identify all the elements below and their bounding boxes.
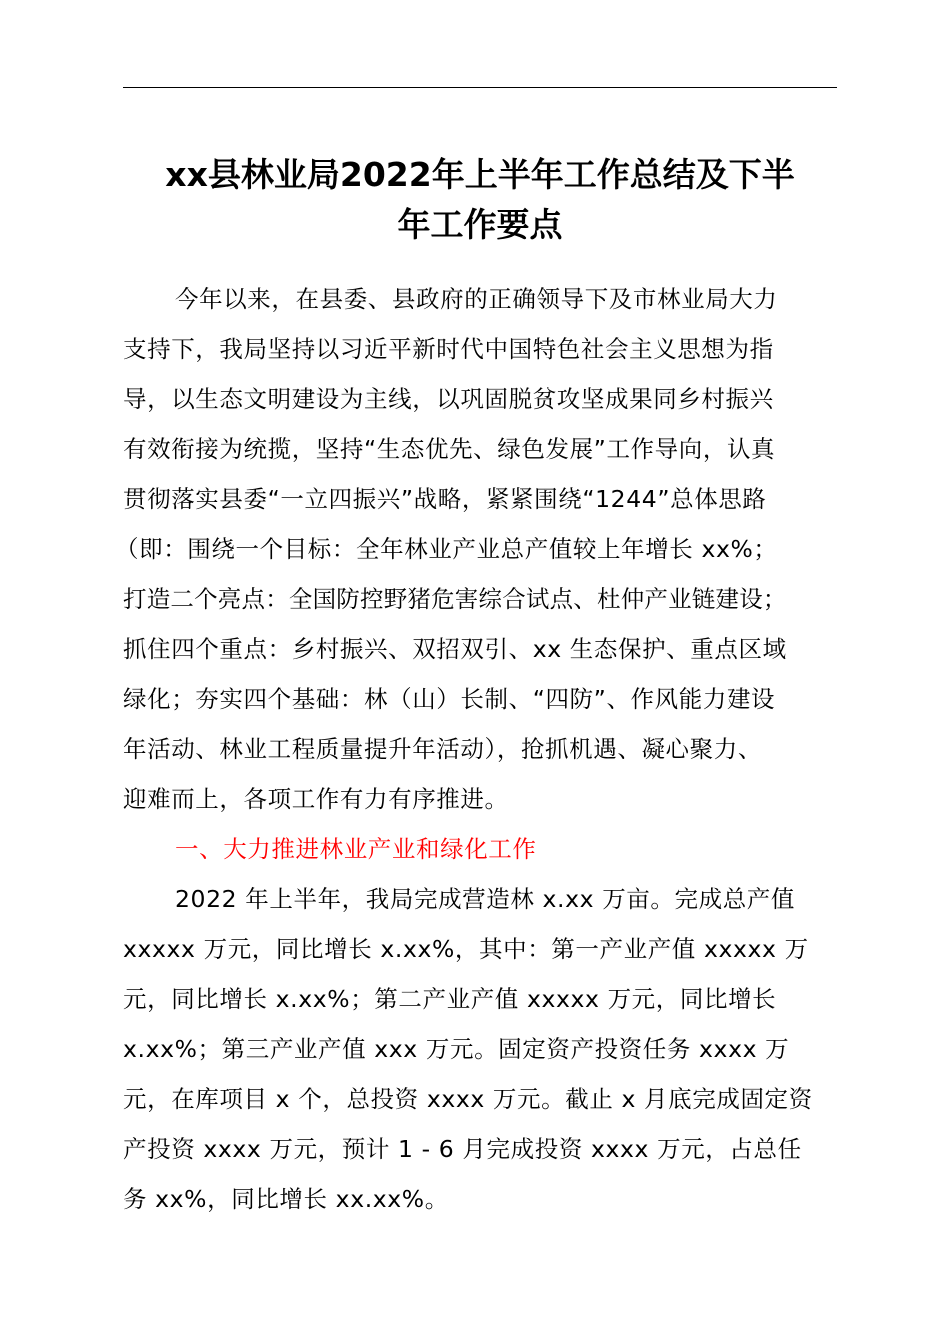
intro-line-9: 绿化；夯实四个基础：林（山）长制、“四防”、作风能力建设 (123, 685, 776, 713)
intro-line-6: （即：围绕一个目标：全年林业产业总产值较上年增长 xx%； (115, 535, 778, 563)
section-1-line-3: 元，同比增长 x.xx%；第二产业产值 xxxxx 万元，同比增长 (123, 985, 777, 1013)
intro-line-8: 抓住四个重点：乡村振兴、双招双引、xx 生态保护、重点区域 (123, 635, 787, 663)
intro-line-4: 有效衔接为统揽，坚持“生态优先、绿色发展”工作导向，认真 (123, 435, 776, 463)
intro-line-2: 支持下，我局坚持以习近平新时代中国特色社会主义思想为指 (123, 335, 774, 363)
intro-line-11: 迎难而上，各项工作有力有序推进。 (123, 785, 509, 813)
section-1-line-5: 元，在库项目 x 个，总投资 xxxx 万元。截止 x 月底完成固定资 (123, 1085, 813, 1113)
section-1-line-1: 2022 年上半年，我局完成营造林 x.xx 万亩。完成总产值 (175, 885, 796, 913)
title-line-2: 年工作要点 (397, 205, 563, 244)
title-line-1: xx县林业局2022年上半年工作总结及下半 (165, 155, 795, 194)
section-1-line-6: 产投资 xxxx 万元，预计 1 - 6 月完成投资 xxxx 万元，占总任 (123, 1135, 802, 1163)
document-title (110, 150, 850, 250)
section-1-line-7: 务 xx%，同比增长 xx.xx%。 (123, 1185, 449, 1213)
intro-line-10: 年活动、林业工程质量提升年活动），抢抓机遇、凝心聚力、 (123, 735, 762, 763)
intro-line-5: 贯彻落实县委“一立四振兴”战略，紧紧围绕“1244”总体思路 (123, 485, 767, 513)
intro-line-1: 今年以来，在县委、县政府的正确领导下及市林业局大力 (175, 285, 778, 313)
intro-line-7: 打造二个亮点：全国防控野猪危害综合试点、杜仲产业链建设； (123, 585, 787, 613)
intro-line-3: 导，以生态文明建设为主线，以巩固脱贫攻坚成果同乡村振兴 (123, 385, 774, 413)
section-heading-1: 一、大力推进林业产业和绿化工作 (175, 835, 537, 863)
section-1-line-4: x.xx%；第三产业产值 xxx 万元。固定资产投资任务 xxxx 万 (123, 1035, 790, 1063)
section-1-line-2: xxxxx 万元，同比增长 x.xx%，其中：第一产业产值 xxxxx 万 (123, 935, 809, 963)
header-rule (123, 87, 837, 88)
